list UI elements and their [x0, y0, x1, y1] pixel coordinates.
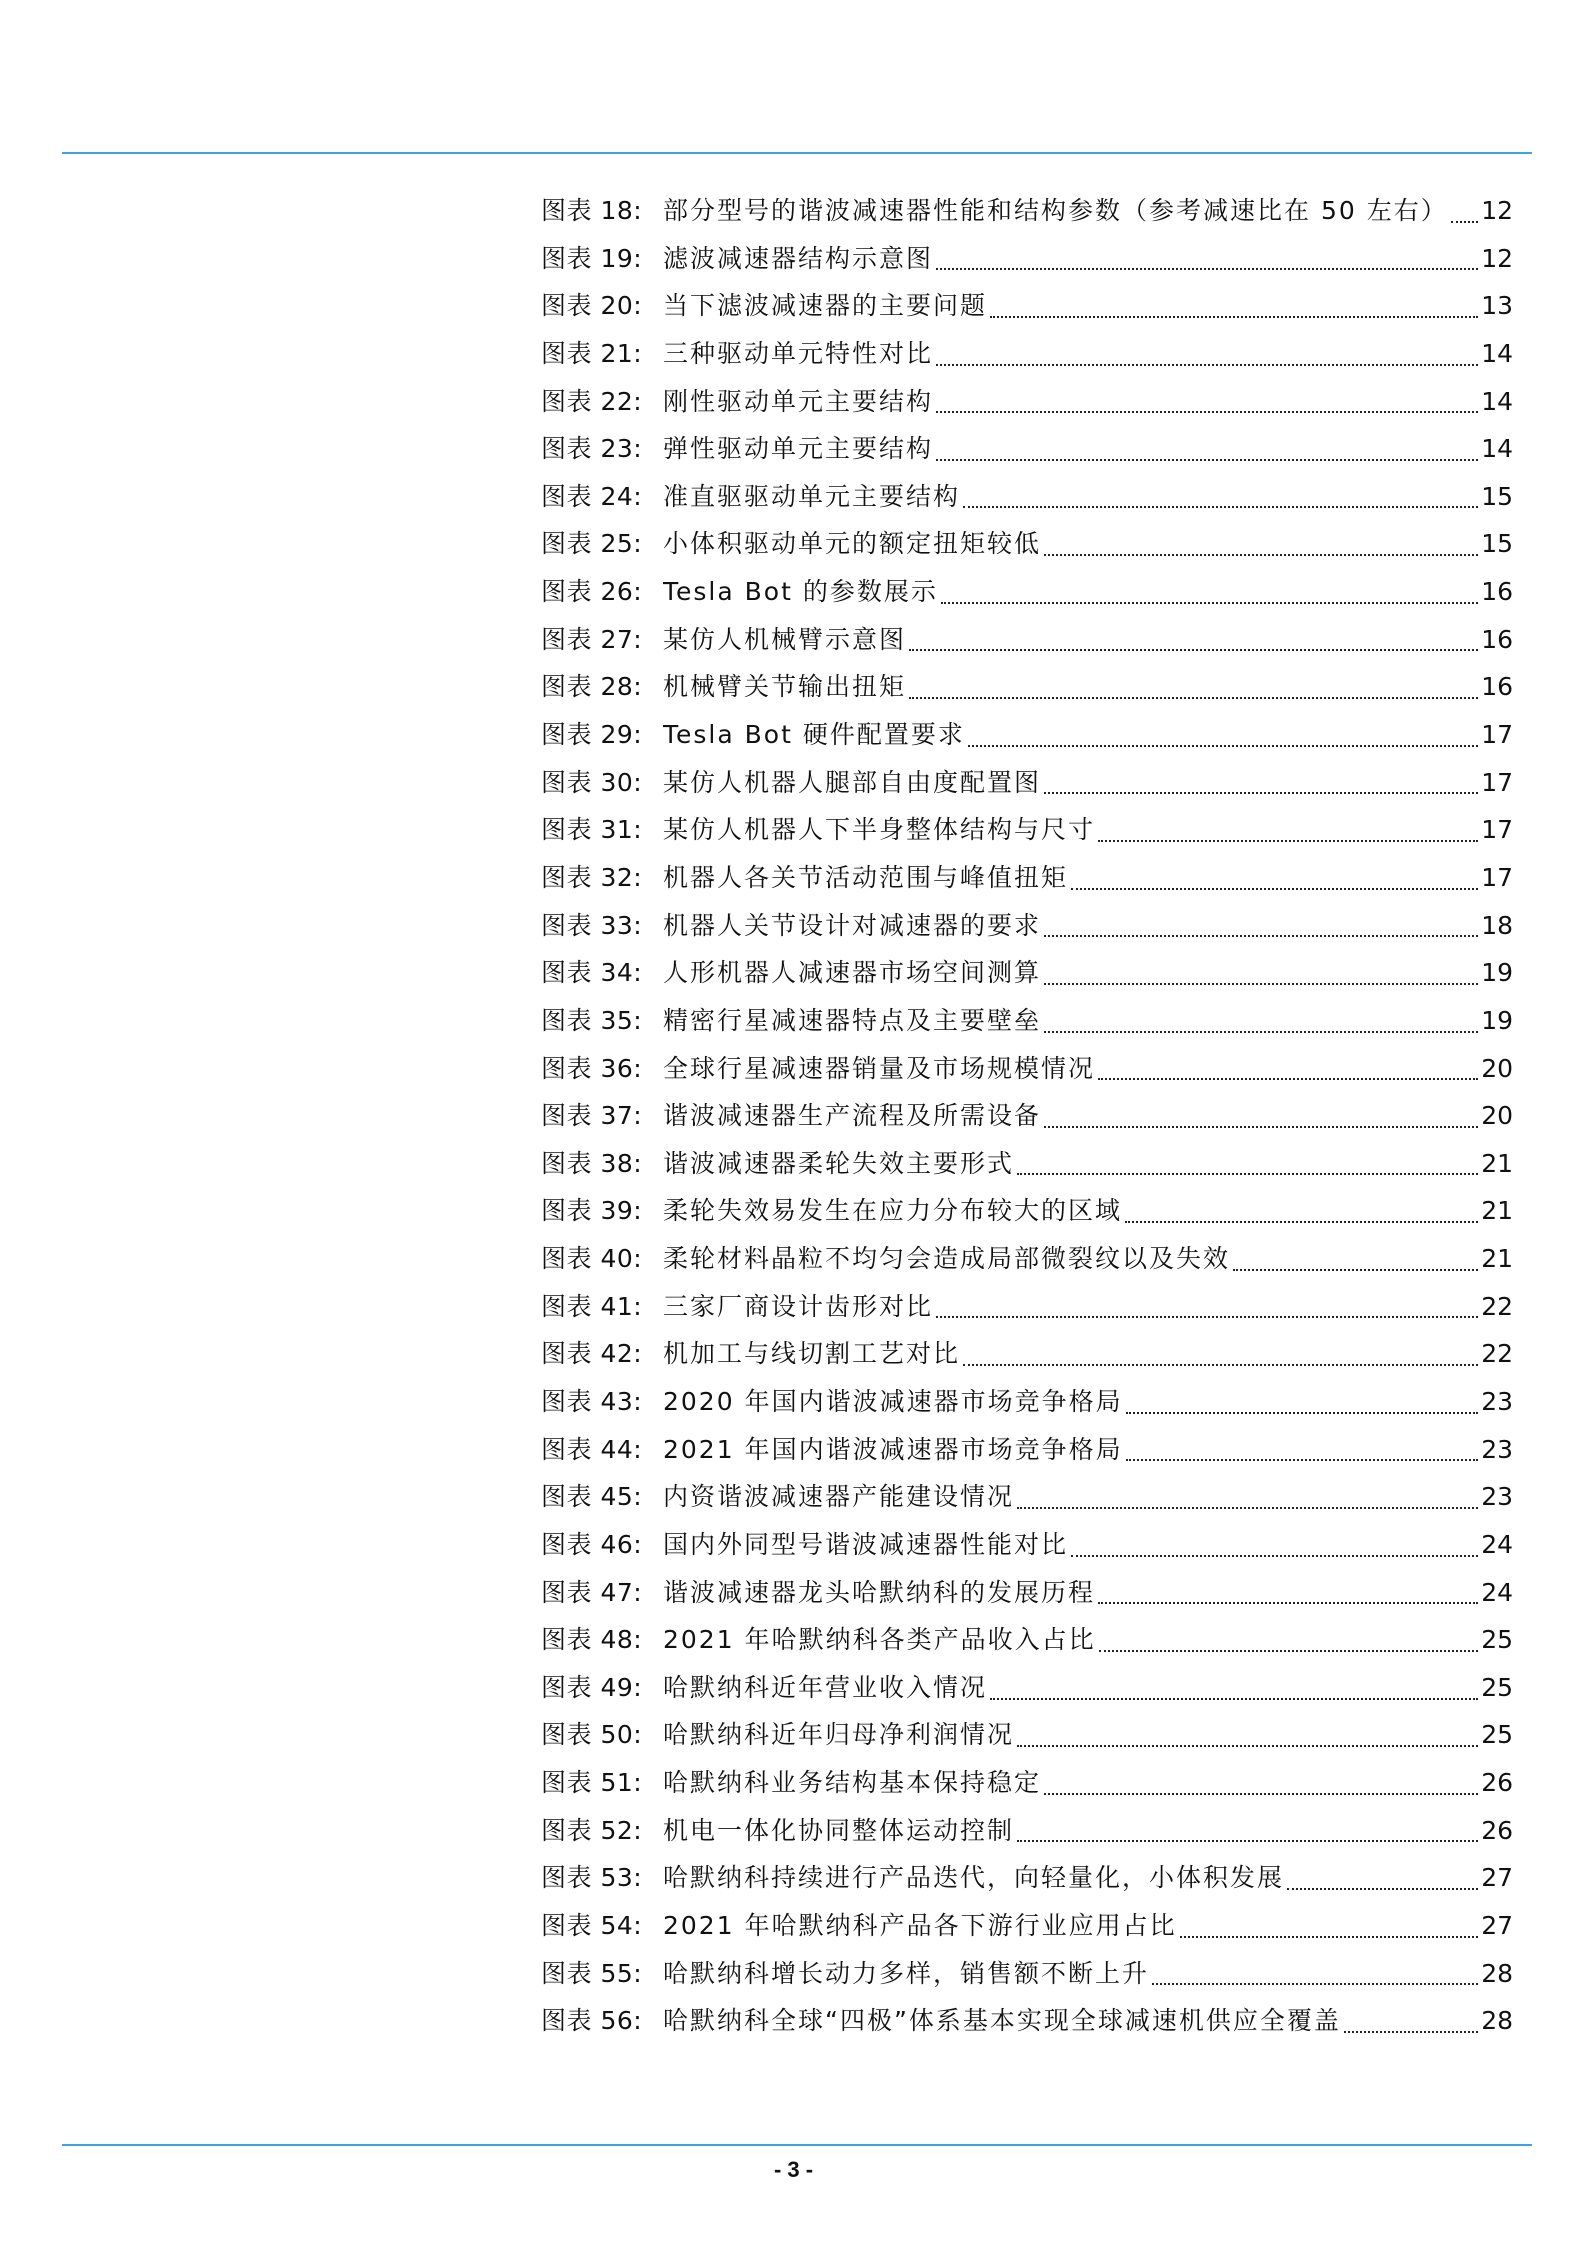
- toc-entry-label: 图表 44:: [541, 1434, 643, 1464]
- toc-dot-leader: [1099, 1650, 1479, 1652]
- toc-entry-label: 图表 29:: [541, 720, 643, 750]
- toc-entry[interactable]: [541, 1854, 1513, 1902]
- toc-entry-label: 图表 26:: [541, 577, 643, 607]
- toc-entry-page: 25: [1481, 1720, 1513, 1750]
- toc-entry-page: 25: [1481, 1672, 1513, 1702]
- toc-dot-leader: [1451, 221, 1478, 223]
- header-divider: [62, 152, 1532, 154]
- toc-entry[interactable]: [541, 949, 1513, 997]
- toc-entry-label: 图表 45:: [541, 1482, 643, 1512]
- toc-entry-label: 图表 31:: [541, 815, 643, 845]
- toc-dot-leader: [1071, 888, 1478, 890]
- toc-entry-title: 哈默纳科业务结构基本保持稳定: [663, 1768, 1042, 1798]
- toc-entry-page: 24: [1481, 1529, 1513, 1559]
- toc-entry-page: 19: [1481, 958, 1513, 988]
- toc-entry-title: 内资谐波减速器产能建设情况: [663, 1482, 1015, 1512]
- toc-entry-page: 15: [1481, 529, 1513, 559]
- toc-entry[interactable]: [541, 235, 1513, 283]
- toc-entry-page: 22: [1481, 1291, 1513, 1321]
- toc-entry-page: 21: [1481, 1148, 1513, 1178]
- toc-entry-label: 图表 32:: [541, 862, 643, 892]
- toc-entry-label: 图表 40:: [541, 1244, 643, 1274]
- toc-entry-label: 图表 18:: [541, 195, 643, 225]
- toc-entry-label: 图表 19:: [541, 243, 643, 273]
- toc-entry-title: 某仿人机械臂示意图: [663, 624, 907, 654]
- toc-entry-label: 图表 48:: [541, 1625, 643, 1655]
- toc-entry[interactable]: [541, 1092, 1513, 1140]
- footer-divider: [62, 2144, 1532, 2146]
- toc-entry[interactable]: [541, 1283, 1513, 1331]
- toc-entry[interactable]: [541, 520, 1513, 568]
- toc-entry[interactable]: [541, 568, 1513, 616]
- toc-entry-title: 谐波减速器柔轮失效主要形式: [663, 1148, 1015, 1178]
- toc-entry-label: 图表 52:: [541, 1815, 643, 1845]
- toc-entry-page: 28: [1481, 1958, 1513, 1988]
- toc-entry-page: 23: [1481, 1387, 1513, 1416]
- toc-entry-label: 图表 41:: [541, 1291, 643, 1321]
- toc-entry-page: 25: [1481, 1625, 1513, 1655]
- toc-dot-leader: [1180, 1936, 1479, 1938]
- toc-entry-label: 图表 22:: [541, 386, 643, 416]
- toc-entry[interactable]: [541, 1473, 1513, 1521]
- toc-entry-page: 18: [1481, 910, 1513, 940]
- toc-entry-title: 机加工与线切割工艺对比: [663, 1339, 961, 1369]
- toc-entry-title: 柔轮失效易发生在应力分布较大的区域: [663, 1196, 1123, 1226]
- page-number: - 3 -: [773, 2157, 814, 2182]
- toc-entry-page: 19: [1481, 1005, 1513, 1035]
- toc-entry-title: 部分型号的谐波减速器性能和结构参数（参考减速比在 50 左右）: [663, 195, 1448, 225]
- toc-entry[interactable]: [541, 282, 1513, 330]
- toc-dot-leader: [1071, 1555, 1478, 1557]
- toc-entry-page: 27: [1481, 1863, 1513, 1893]
- toc-entry-title: 准直驱驱动单元主要结构: [663, 481, 961, 511]
- toc-dot-leader: [990, 1698, 1478, 1700]
- toc-entry-title: 精密行星减速器特点及主要壁垒: [663, 1005, 1042, 1035]
- toc-dot-leader: [1044, 554, 1478, 556]
- toc-entry-title: 某仿人机器人腿部自由度配置图: [663, 767, 1042, 797]
- toc-entry-title: 机电一体化协同整体运动控制: [663, 1815, 1015, 1845]
- toc-entry[interactable]: [541, 1712, 1513, 1760]
- toc-entry[interactable]: [541, 1235, 1513, 1283]
- toc-entry-title: 哈默纳科持续进行产品迭代，向轻量化，小体积发展: [663, 1863, 1285, 1893]
- toc-entry-title: 滤波减速器结构示意图: [663, 243, 934, 273]
- toc-entry-page: 12: [1481, 243, 1513, 273]
- toc-entry[interactable]: [541, 1807, 1513, 1855]
- toc-entry-label: 图表 50:: [541, 1720, 643, 1750]
- toc-entry-page: 21: [1481, 1244, 1513, 1274]
- toc-entry-title: 哈默纳科近年营业收入情况: [663, 1672, 988, 1702]
- toc-entry-page: 17: [1481, 720, 1513, 750]
- toc-entry[interactable]: [541, 1569, 1513, 1617]
- toc-entry-page: 26: [1481, 1768, 1513, 1798]
- toc-entry[interactable]: [541, 806, 1513, 854]
- toc-entry-label: 图表 53:: [541, 1863, 643, 1893]
- toc-entry-title: 当下滤波减速器的主要问题: [663, 291, 988, 321]
- toc-entry-title: 人形机器人减速器市场空间测算: [663, 958, 1042, 988]
- toc-dot-leader: [941, 602, 1478, 604]
- toc-dot-leader: [1017, 1507, 1478, 1509]
- toc-entry-page: 16: [1481, 624, 1513, 654]
- toc-entry-page: 14: [1481, 386, 1513, 416]
- toc-entry-label: 图表 23:: [541, 434, 643, 464]
- toc-entry-title: 2020 年国内谐波减速器市场竞争格局: [663, 1387, 1123, 1416]
- toc-entry[interactable]: [541, 1616, 1513, 1664]
- toc-entry-title: 全球行星减速器销量及市场规模情况: [663, 1053, 1096, 1083]
- toc-dot-leader: [1126, 1459, 1479, 1461]
- toc-entry[interactable]: [541, 1950, 1513, 1998]
- toc-dot-leader: [963, 506, 1478, 508]
- toc-entry-label: 图表 37:: [541, 1101, 643, 1131]
- toc-entry-label: 图表 21:: [541, 338, 643, 368]
- toc-entry-label: 图表 51:: [541, 1768, 643, 1798]
- toc-entry[interactable]: [541, 711, 1513, 759]
- toc-entry[interactable]: [541, 759, 1513, 807]
- toc-entry-title: 刚性驱动单元主要结构: [663, 386, 934, 416]
- toc-entry-title: 谐波减速器龙头哈默纳科的发展历程: [663, 1577, 1096, 1607]
- toc-entry[interactable]: [541, 1426, 1513, 1474]
- toc-entry[interactable]: [541, 1997, 1513, 2045]
- toc-dot-leader: [1098, 1602, 1478, 1604]
- toc-dot-leader: [936, 459, 1478, 461]
- toc-entry-title: 2021 年哈默纳科各类产品收入占比: [663, 1625, 1096, 1655]
- toc-entry-label: 图表 49:: [541, 1672, 643, 1702]
- toc-dot-leader: [1017, 1173, 1478, 1175]
- toc-entry-label: 图表 43:: [541, 1387, 643, 1416]
- toc-entry-title: 机械臂关节输出扭矩: [663, 672, 907, 702]
- toc-entry[interactable]: [541, 1521, 1513, 1569]
- toc-dot-leader: [1344, 2031, 1478, 2033]
- toc-entry-label: 图表 54:: [541, 1911, 643, 1941]
- toc-dot-leader: [936, 364, 1478, 366]
- toc-dot-leader: [1017, 1745, 1478, 1747]
- toc-entry[interactable]: [541, 330, 1513, 378]
- toc-dot-leader: [909, 697, 1478, 699]
- toc-entry-title: 谐波减速器生产流程及所需设备: [663, 1101, 1042, 1131]
- toc-entry-title: 哈默纳科增长动力多样，销售额不断上升: [663, 1958, 1150, 1988]
- toc-entry-page: 14: [1481, 434, 1513, 464]
- toc-entry-page: 20: [1481, 1053, 1513, 1083]
- toc-dot-leader: [968, 745, 1478, 747]
- toc-entry-title: Tesla Bot 硬件配置要求: [663, 720, 965, 750]
- toc-entry[interactable]: [541, 663, 1513, 711]
- toc-entry-title: 哈默纳科全球“四极”体系基本实现全球减速机供应全覆盖: [663, 2006, 1341, 2036]
- toc-entry-page: 16: [1481, 577, 1513, 607]
- toc-entry-title: 三家厂商设计齿形对比: [663, 1291, 934, 1321]
- toc-entry-title: 柔轮材料晶粒不均匀会造成局部微裂纹以及失效: [663, 1244, 1231, 1274]
- toc-entry-title: 某仿人机器人下半身整体结构与尺寸: [663, 815, 1096, 845]
- toc-entry[interactable]: [541, 902, 1513, 950]
- toc-entry-page: 24: [1481, 1577, 1513, 1607]
- toc-entry-page: 15: [1481, 481, 1513, 511]
- toc-entry[interactable]: [541, 616, 1513, 664]
- toc-entry-page: 12: [1481, 195, 1513, 225]
- toc-entry-label: 图表 34:: [541, 958, 643, 988]
- toc-entry-page: 17: [1481, 767, 1513, 797]
- toc-entry-label: 图表 35:: [541, 1005, 643, 1035]
- toc-entry-label: 图表 30:: [541, 767, 643, 797]
- toc-entry[interactable]: [541, 997, 1513, 1045]
- toc-entry-label: 图表 39:: [541, 1196, 643, 1226]
- toc-entry[interactable]: [541, 1759, 1513, 1807]
- toc-entry-label: 图表 38:: [541, 1148, 643, 1178]
- toc-dot-leader: [1233, 1269, 1478, 1271]
- toc-entry-label: 图表 33:: [541, 910, 643, 940]
- toc-entry-page: 17: [1481, 815, 1513, 845]
- toc-dot-leader: [1044, 1793, 1478, 1795]
- toc-dot-leader: [1044, 792, 1478, 794]
- toc-dot-leader: [909, 649, 1478, 651]
- toc-dot-leader: [1044, 1031, 1478, 1033]
- toc-dot-leader: [1152, 1983, 1478, 1985]
- toc-entry[interactable]: [541, 1664, 1513, 1712]
- toc-entry[interactable]: [541, 1045, 1513, 1093]
- toc-dot-leader: [1098, 840, 1478, 842]
- toc-entry-page: 22: [1481, 1339, 1513, 1369]
- toc-entry-title: 弹性驱动单元主要结构: [663, 434, 934, 464]
- toc-dot-leader: [1098, 1078, 1478, 1080]
- toc-entry-label: 图表 47:: [541, 1577, 643, 1607]
- toc-dot-leader: [1287, 1888, 1478, 1890]
- toc-entry[interactable]: [541, 1378, 1513, 1426]
- toc-entry-title: 哈默纳科近年归母净利润情况: [663, 1720, 1015, 1750]
- toc-entry-title: 小体积驱动单元的额定扭矩较低: [663, 529, 1042, 559]
- toc-entry-label: 图表 36:: [541, 1053, 643, 1083]
- toc-dot-leader: [936, 1316, 1478, 1318]
- toc-entry[interactable]: [541, 425, 1513, 473]
- toc-entry-page: 14: [1481, 338, 1513, 368]
- toc-entry-label: 图表 20:: [541, 291, 643, 321]
- toc-entry-title: 国内外同型号谐波减速器性能对比: [663, 1529, 1069, 1559]
- toc-entry-label: 图表 42:: [541, 1339, 643, 1369]
- toc-entry-label: 图表 27:: [541, 624, 643, 654]
- toc-entry-label: 图表 56:: [541, 2006, 643, 2036]
- toc-entry[interactable]: [541, 1902, 1513, 1950]
- toc-entry-page: 23: [1481, 1482, 1513, 1512]
- toc-entry[interactable]: [541, 1187, 1513, 1235]
- toc-entry-label: 图表 55:: [541, 1958, 643, 1988]
- toc-entry-title: 2021 年哈默纳科产品各下游行业应用占比: [663, 1911, 1177, 1941]
- toc-dot-leader: [963, 1364, 1478, 1366]
- toc-entry-label: 图表 25:: [541, 529, 643, 559]
- toc-dot-leader: [1044, 935, 1478, 937]
- toc-entry-page: 27: [1481, 1911, 1513, 1941]
- toc-entry[interactable]: [541, 1330, 1513, 1378]
- toc-entry[interactable]: [541, 854, 1513, 902]
- toc-dot-leader: [936, 411, 1478, 413]
- toc-dot-leader: [1126, 1412, 1479, 1414]
- toc-entry-page: 23: [1481, 1434, 1513, 1464]
- toc-entry-page: 28: [1481, 2006, 1513, 2036]
- toc-entry-page: 16: [1481, 672, 1513, 702]
- toc-dot-leader: [1044, 1126, 1478, 1128]
- toc-entry[interactable]: [541, 473, 1513, 521]
- toc-entry[interactable]: [541, 187, 1513, 235]
- toc-dot-leader: [1017, 1840, 1478, 1842]
- figure-list-of-contents: [541, 187, 1513, 2045]
- toc-entry-page: 20: [1481, 1101, 1513, 1131]
- toc-dot-leader: [1044, 983, 1478, 985]
- toc-entry[interactable]: [541, 1140, 1513, 1188]
- toc-entry-label: 图表 24:: [541, 481, 643, 511]
- toc-entry[interactable]: [541, 378, 1513, 426]
- toc-entry-title: 机器人各关节活动范围与峰值扭矩: [663, 862, 1069, 892]
- toc-dot-leader: [936, 268, 1478, 270]
- toc-entry-title: Tesla Bot 的参数展示: [663, 577, 938, 607]
- toc-dot-leader: [990, 316, 1478, 318]
- toc-entry-title: 2021 年国内谐波减速器市场竞争格局: [663, 1434, 1123, 1464]
- toc-entry-label: 图表 28:: [541, 672, 643, 702]
- toc-entry-page: 13: [1481, 291, 1513, 321]
- toc-entry-title: 三种驱动单元特性对比: [663, 338, 934, 368]
- toc-entry-title: 机器人关节设计对减速器的要求: [663, 910, 1042, 940]
- toc-entry-page: 26: [1481, 1815, 1513, 1845]
- toc-entry-page: 21: [1481, 1196, 1513, 1226]
- toc-dot-leader: [1125, 1221, 1478, 1223]
- toc-entry-label: 图表 46:: [541, 1529, 643, 1559]
- toc-entry-page: 17: [1481, 862, 1513, 892]
